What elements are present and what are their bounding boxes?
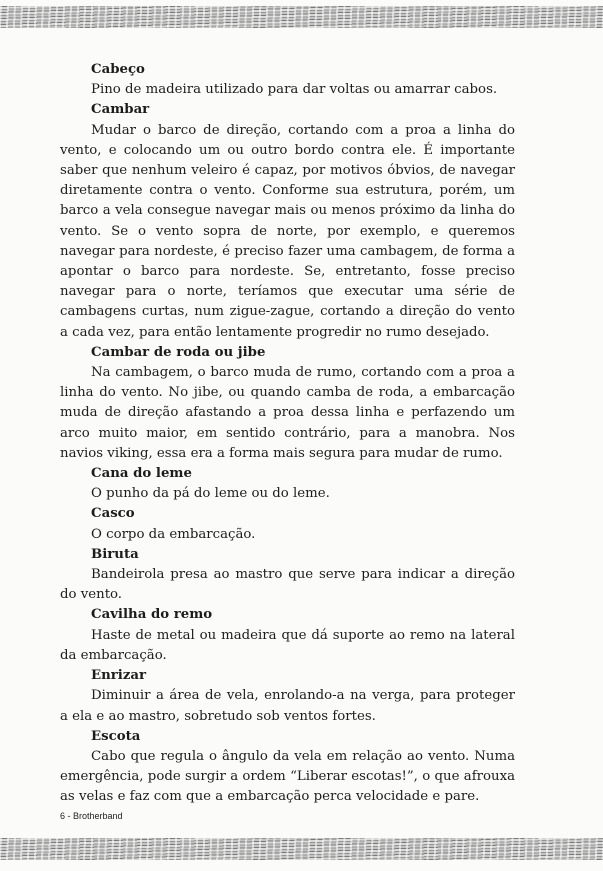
entry-term: Enrizar: [91, 668, 147, 684]
glossary-entry: [60, 100, 515, 342]
entry-definition: Mudar o barco de direção, cortando com a proa a linha do vento, e colocando um ou outro bordo contra ele. É importante saber que nenhum veleiro é capaz, por motivos óbvios, de navegar diretamente contra o vento. Conforme sua estrutura, porém, um barco a vela consegue navegar mais ou menos próximo da linha do vento. Se o vento sopra de norte, por exemplo, e queremos navegar para nordeste, é preciso fazer uma cambagem, de forma a apontar o barco para nordeste. Se, entretanto, fosse preciso navegar para o norte, teríamos que executar uma série de cambagens curtas, num zigue-zague, cortando a direção do vento a cada vez, para então lentamente progredir no rumo desejado.: [60, 122, 515, 340]
bottom-decorative-band: [0, 838, 603, 860]
top-decorative-band: [0, 6, 603, 28]
entry-definition: Pino de madeira utilizado para dar voltas ou amarrar cabos.: [91, 82, 498, 98]
glossary-content: [60, 60, 515, 808]
entry-definition: Haste de metal ou madeira que dá suporte ao remo na lateral da embarcação.: [60, 627, 515, 663]
entry-definition: Cabo que regula o ângulo da vela em relação ao vento. Numa emergência, pode surgir a ordem “Liberar escotas!”, o que afrouxa as velas e faz com que a embarcação perca velocidade e pare.: [60, 748, 515, 805]
entry-definition: Na cambagem, o barco muda de rumo, cortando com a proa a linha do vento. No jibe, ou quando camba de roda, a embarcação muda de direção afastando a proa dessa linha e perfazendo um arco muito maior, em sentido contrário, para a manobra. Nos navios viking, essa era a forma mais segura para mudar de rumo.: [60, 365, 515, 461]
glossary-entry: [60, 504, 515, 544]
entry-term: Cabeço: [91, 62, 145, 77]
page-footer: 6 - Brotherband: [60, 811, 123, 821]
glossary-entry: [60, 605, 515, 666]
entry-term: Biruta: [91, 546, 139, 562]
entry-definition: Diminuir a área de vela, enrolando-a na verga, para proteger a ela e ao mastro, sobretudo sob ventos fortes.: [60, 688, 515, 724]
glossary-entry: [60, 60, 515, 100]
glossary-entry: [60, 727, 515, 808]
entry-definition: O punho da pá do leme ou do leme.: [91, 486, 330, 502]
glossary-entry: [60, 545, 515, 606]
glossary-entry: [60, 666, 515, 727]
entry-term: Cambar: [91, 102, 150, 118]
entry-term: Cavilha do remo: [91, 607, 213, 623]
glossary-entry: [60, 464, 515, 504]
entry-term: Cambar de roda ou jibe: [91, 344, 266, 360]
entry-term: Casco: [91, 506, 135, 522]
entry-definition: Bandeirola presa ao mastro que serve para indicar a direção do vento.: [60, 567, 515, 603]
entry-definition: O corpo da embarcação.: [91, 526, 256, 542]
entry-term: Cana do leme: [91, 466, 192, 482]
glossary-entry: [60, 343, 515, 464]
entry-term: Escota: [91, 728, 141, 744]
